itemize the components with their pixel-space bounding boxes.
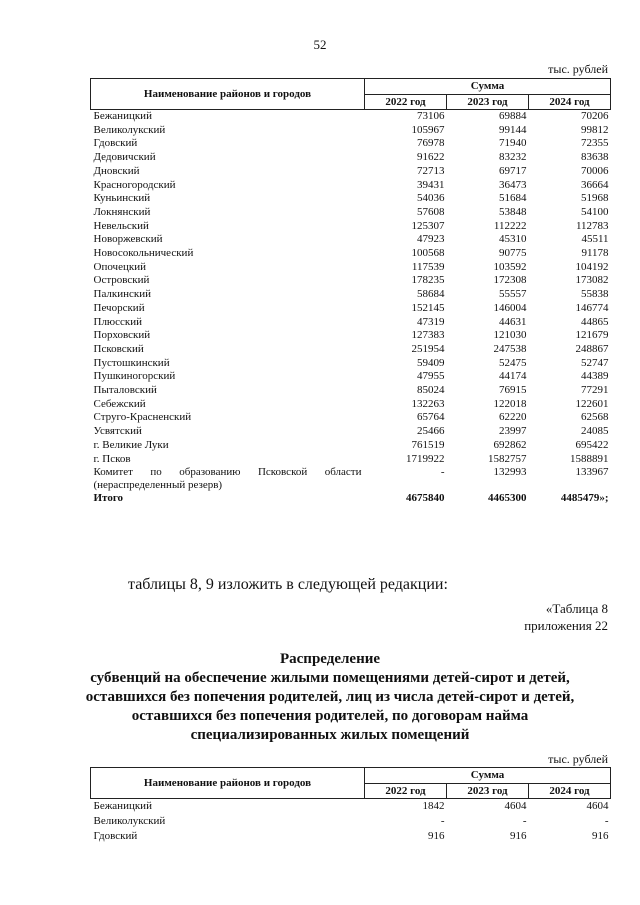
- column-header-2023: 2023 год: [447, 94, 529, 110]
- table-row: [91, 288, 611, 302]
- table-row: [91, 124, 611, 138]
- table-row: [91, 384, 611, 398]
- amount-cell: 73106: [417, 110, 445, 122]
- amount-cell: 695422: [575, 438, 609, 451]
- amount-cell: 172308: [493, 274, 527, 287]
- table-row: [91, 110, 611, 124]
- column-header-2023: 2023 год: [447, 783, 529, 799]
- amount-cell: 91622: [417, 151, 445, 164]
- amount-cell: 47923: [417, 233, 445, 246]
- amount-cell: 55557: [499, 288, 527, 301]
- district-name: Великолукский: [93, 123, 166, 136]
- amount-cell: 122018: [493, 397, 527, 410]
- appendix-reference: приложения 22: [524, 618, 608, 633]
- district-name: Пушкиногорский: [93, 370, 176, 383]
- amount-cell: 47955: [417, 370, 445, 383]
- column-header-sum: Сумма: [365, 768, 611, 784]
- amount-cell: 247538: [493, 342, 527, 355]
- amount-cell: 52475: [499, 356, 527, 369]
- amount-cell: 62568: [581, 411, 609, 424]
- amount-cell: 70206: [581, 110, 609, 122]
- district-name: Островский: [93, 274, 150, 287]
- amount-cell: 133967: [575, 466, 609, 479]
- amount-cell: 76978: [417, 137, 445, 150]
- amount-cell: 178235: [411, 274, 445, 287]
- table-reference: «Таблица 8: [545, 601, 608, 616]
- table-row: [91, 329, 611, 343]
- title-line: субвенций на обеспечение жилыми помещениями детей-сирот и детей,: [90, 670, 570, 686]
- amount-cell: 23997: [499, 425, 527, 438]
- amount-cell: 127383: [411, 329, 445, 342]
- amount-cell: 1719922: [406, 452, 445, 465]
- district-name: Невельский: [93, 219, 149, 232]
- amount-cell: 121030: [493, 329, 527, 342]
- amount-cell: 77291: [581, 384, 609, 397]
- amount-cell: 47319: [417, 315, 445, 328]
- amount-cell: 4604: [504, 800, 527, 812]
- title-line: оставшихся без попечения родителей, по договорам найма: [131, 708, 529, 724]
- district-name: Порховский: [93, 329, 151, 342]
- amount-cell: 1588891: [570, 452, 609, 465]
- district-name: Псковский: [93, 342, 144, 355]
- amount-cell: 91178: [581, 247, 609, 260]
- amount-cell: 70006: [581, 164, 609, 177]
- amount-cell: 146774: [575, 301, 609, 314]
- table-row: [91, 247, 611, 261]
- unit-label-2: тыс. рублей: [548, 752, 608, 766]
- table-row: [91, 302, 611, 316]
- table-row: [91, 425, 611, 439]
- subsidy-table-2: [90, 767, 611, 844]
- table-row: [91, 274, 611, 288]
- instruction-paragraph: таблицы 8, 9 изложить в следующей редакции:: [128, 576, 448, 593]
- column-header-sum: Сумма: [365, 79, 611, 95]
- amount-cell: 4465300: [488, 492, 527, 505]
- amount-cell: 132263: [411, 397, 445, 410]
- amount-cell: 99812: [581, 123, 609, 136]
- amount-cell: 58684: [417, 288, 445, 301]
- amount-cell: 104192: [575, 260, 609, 273]
- column-header-2024: 2024 год: [529, 94, 611, 110]
- table-row: [91, 261, 611, 275]
- district-name: г. Псков: [93, 452, 131, 465]
- table-row: [91, 165, 611, 179]
- amount-cell: 1842: [422, 800, 445, 812]
- table-row: [91, 179, 611, 193]
- table-row: [91, 398, 611, 412]
- district-name: Комитет по образованию Псковской области (нераспределенный резерв): [93, 466, 362, 492]
- amount-cell: 45511: [581, 233, 609, 246]
- table-row: [91, 206, 611, 220]
- district-name: Новоржевский: [93, 233, 163, 246]
- amount-cell: 44174: [499, 370, 527, 383]
- district-name: Гдовский: [93, 830, 138, 842]
- column-header-2022: 2022 год: [365, 94, 447, 110]
- column-header-2024: 2024 год: [529, 783, 611, 799]
- amount-cell: -: [440, 815, 445, 827]
- district-name: Новосокольнический: [93, 247, 194, 260]
- amount-cell: 62220: [499, 411, 527, 424]
- amount-cell: -: [522, 815, 527, 827]
- amount-cell: 761519: [411, 438, 445, 451]
- page-number: 52: [313, 37, 327, 52]
- amount-cell: 76915: [499, 384, 527, 397]
- district-name: г. Великие Луки: [93, 438, 169, 451]
- district-name: Итого: [93, 492, 124, 505]
- amount-cell: 4485479»;: [560, 492, 609, 505]
- amount-cell: 51684: [499, 192, 527, 205]
- amount-cell: 69884: [499, 110, 527, 122]
- amount-cell: 85024: [417, 384, 445, 397]
- table-row: [91, 799, 611, 815]
- table-row: [91, 220, 611, 234]
- amount-cell: 53848: [499, 205, 527, 218]
- district-name: Великолукский: [93, 815, 166, 827]
- document-title: [60, 650, 600, 745]
- column-header-name: Наименование районов и городов: [91, 768, 365, 799]
- amount-cell: 103592: [493, 260, 527, 273]
- amount-cell: 83638: [581, 151, 609, 164]
- table-row: [91, 492, 611, 506]
- district-name: Куньинский: [93, 192, 151, 205]
- subsidy-table-1: [90, 78, 611, 506]
- amount-cell: 122601: [575, 397, 609, 410]
- district-name: Бежаницкий: [93, 110, 152, 122]
- district-name: Бежаницкий: [93, 800, 152, 812]
- column-header-2022: 2022 год: [365, 783, 447, 799]
- amount-cell: 112222: [493, 219, 527, 232]
- amount-cell: 248867: [575, 342, 609, 355]
- amount-cell: 692862: [493, 438, 527, 451]
- district-name: Опочецкий: [93, 260, 146, 273]
- amount-cell: -: [604, 815, 609, 827]
- amount-cell: 44389: [581, 370, 609, 383]
- district-name: Пыталовский: [93, 384, 157, 397]
- amount-cell: 72355: [581, 137, 609, 150]
- amount-cell: 99144: [499, 123, 527, 136]
- table-row: [91, 411, 611, 425]
- district-name: Дедовичский: [93, 151, 156, 164]
- table-row: [91, 137, 611, 151]
- amount-cell: 146004: [493, 301, 527, 314]
- amount-cell: 59409: [417, 356, 445, 369]
- amount-cell: 54100: [581, 205, 609, 218]
- amount-cell: 36664: [581, 178, 609, 191]
- table-row: [91, 814, 611, 829]
- table-row: [91, 192, 611, 206]
- table-row: [91, 453, 611, 467]
- unit-label: тыс. рублей: [548, 62, 608, 76]
- title-line: Распределение: [279, 651, 381, 667]
- amount-cell: 44865: [581, 315, 609, 328]
- amount-cell: 125307: [411, 219, 445, 232]
- amount-cell: 69717: [499, 164, 527, 177]
- amount-cell: 44631: [499, 315, 527, 328]
- district-name: Локнянский: [93, 205, 151, 218]
- amount-cell: 100568: [411, 247, 445, 260]
- amount-cell: 72713: [417, 164, 445, 177]
- amount-cell: 52747: [581, 356, 609, 369]
- amount-cell: 916: [428, 830, 445, 842]
- amount-cell: 39431: [417, 178, 445, 191]
- table-row: [91, 151, 611, 165]
- amount-cell: 121679: [575, 329, 609, 342]
- title-line: оставшихся без попечения родителей, лиц из числа детей-сирот и детей,: [85, 689, 575, 705]
- table-row: [91, 466, 611, 492]
- amount-cell: 71940: [499, 137, 527, 150]
- district-name: Струго-Красненский: [93, 411, 192, 424]
- amount-cell: 173082: [575, 274, 609, 287]
- amount-cell: 152145: [411, 301, 445, 314]
- table-row: [91, 343, 611, 357]
- amount-cell: 51968: [581, 192, 609, 205]
- table-row: [91, 357, 611, 371]
- table-row: [91, 829, 611, 844]
- amount-cell: 45310: [499, 233, 527, 246]
- amount-cell: 90775: [499, 247, 527, 260]
- amount-cell: 55838: [581, 288, 609, 301]
- amount-cell: 916: [510, 830, 527, 842]
- amount-cell: 25466: [417, 425, 445, 438]
- district-name: Палкинский: [93, 288, 152, 301]
- district-name: Дновский: [93, 164, 140, 177]
- amount-cell: 117539: [411, 260, 445, 273]
- district-name: Усвятский: [93, 425, 142, 438]
- column-header-name: Наименование районов и городов: [91, 79, 365, 110]
- district-name: Красногородский: [93, 178, 176, 191]
- table-row: [91, 233, 611, 247]
- district-name: Гдовский: [93, 137, 138, 150]
- amount-cell: 65764: [417, 411, 445, 424]
- table-row: [91, 316, 611, 330]
- amount-cell: 24085: [581, 425, 609, 438]
- amount-cell: 54036: [417, 192, 445, 205]
- district-name: Плюсский: [93, 315, 143, 328]
- district-name: Печорский: [93, 301, 145, 314]
- amount-cell: 57608: [417, 205, 445, 218]
- amount-cell: 251954: [411, 342, 445, 355]
- district-name: Себежский: [93, 397, 146, 410]
- amount-cell: 4675840: [406, 492, 445, 505]
- amount-cell: 1582757: [488, 452, 527, 465]
- table-row: [91, 370, 611, 384]
- amount-cell: 83232: [499, 151, 527, 164]
- amount-cell: 132993: [493, 466, 527, 479]
- district-name: Пустошкинский: [93, 356, 170, 369]
- amount-cell: 916: [592, 830, 609, 842]
- amount-cell: 105967: [411, 123, 445, 136]
- amount-cell: -: [440, 466, 445, 479]
- amount-cell: 4604: [586, 800, 609, 812]
- title-line: специализированных жилых помещений: [190, 727, 470, 743]
- amount-cell: 112783: [575, 219, 609, 232]
- table-row: [91, 439, 611, 453]
- amount-cell: 36473: [499, 178, 527, 191]
